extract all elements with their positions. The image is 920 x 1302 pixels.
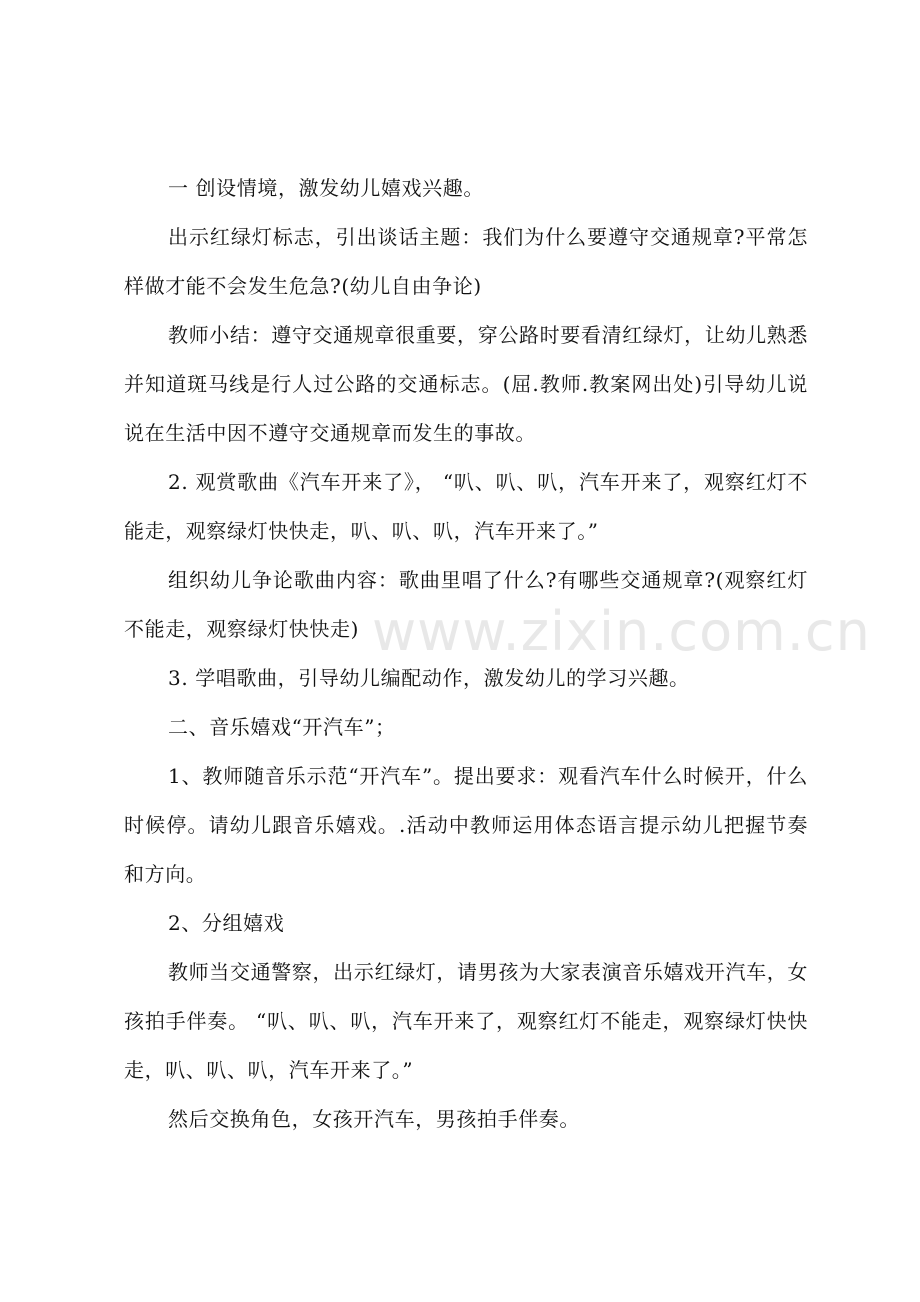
paragraph-section-one-heading: 一 创设情境，激发幼儿嬉戏兴趣。 <box>168 176 484 200</box>
paragraph-teacher-summary: 教师小结：遵守交通规章很重要，穿公路时要看清红绿灯，让幼儿熟悉并知道斑马线是行人过公路的交通标志。(屈.教师.教案网出处)引导幼儿说说在生活中因不遵守交通规章而发生的事故。 <box>124 323 808 445</box>
watermark: www.zixin.com.cn <box>372 600 871 663</box>
paragraph-song-appreciation: 2. 观赏歌曲《汽车开来了》， “叭、叭、叭，汽车开来了，观察红灯不能走，观察绿灯快快走，叭、叭、叭，汽车开来了。” <box>124 470 808 543</box>
paragraph-section-two-heading: 二、音乐嬉戏“开汽车”； <box>168 715 396 739</box>
paragraph-swap-roles: 然后交换角色，女孩开汽车，男孩拍手伴奏。 <box>168 1107 580 1131</box>
paragraph-traffic-light-intro: 出示红绿灯标志，引出谈话主题：我们为什么要遵守交通规章?平常怎样做才能不会发生危急?(幼儿自由争论) <box>124 225 808 298</box>
document-body <box>124 164 808 1144</box>
paragraph-teacher-demo: 1、教师随音乐示范“开汽车”。提出要求：观看汽车什么时候开，什么时候停。请幼儿跟音乐嬉戏。.活动中教师运用体态语言提示幼儿把握节奏和方向。 <box>124 764 808 886</box>
paragraph-learn-song: 3. 学唱歌曲，引导幼儿编配动作，激发幼儿的学习兴趣。 <box>168 666 690 690</box>
paragraph-traffic-police: 教师当交通警察，出示红绿灯，请男孩为大家表演音乐嬉戏开汽车，女孩拍手伴奏。 “叭、叭、叭，汽车开来了，观察红灯不能走，观察绿灯快快走，叭、叭、叭，汽车开来了。” <box>124 960 808 1082</box>
paragraph-group-game: 2、分组嬉戏 <box>168 911 285 935</box>
paragraph-song-discussion: 组织幼儿争论歌曲内容：歌曲里唱了什么?有哪些交通规章?(观察红灯不能走，观察绿灯快快走) <box>124 568 808 641</box>
